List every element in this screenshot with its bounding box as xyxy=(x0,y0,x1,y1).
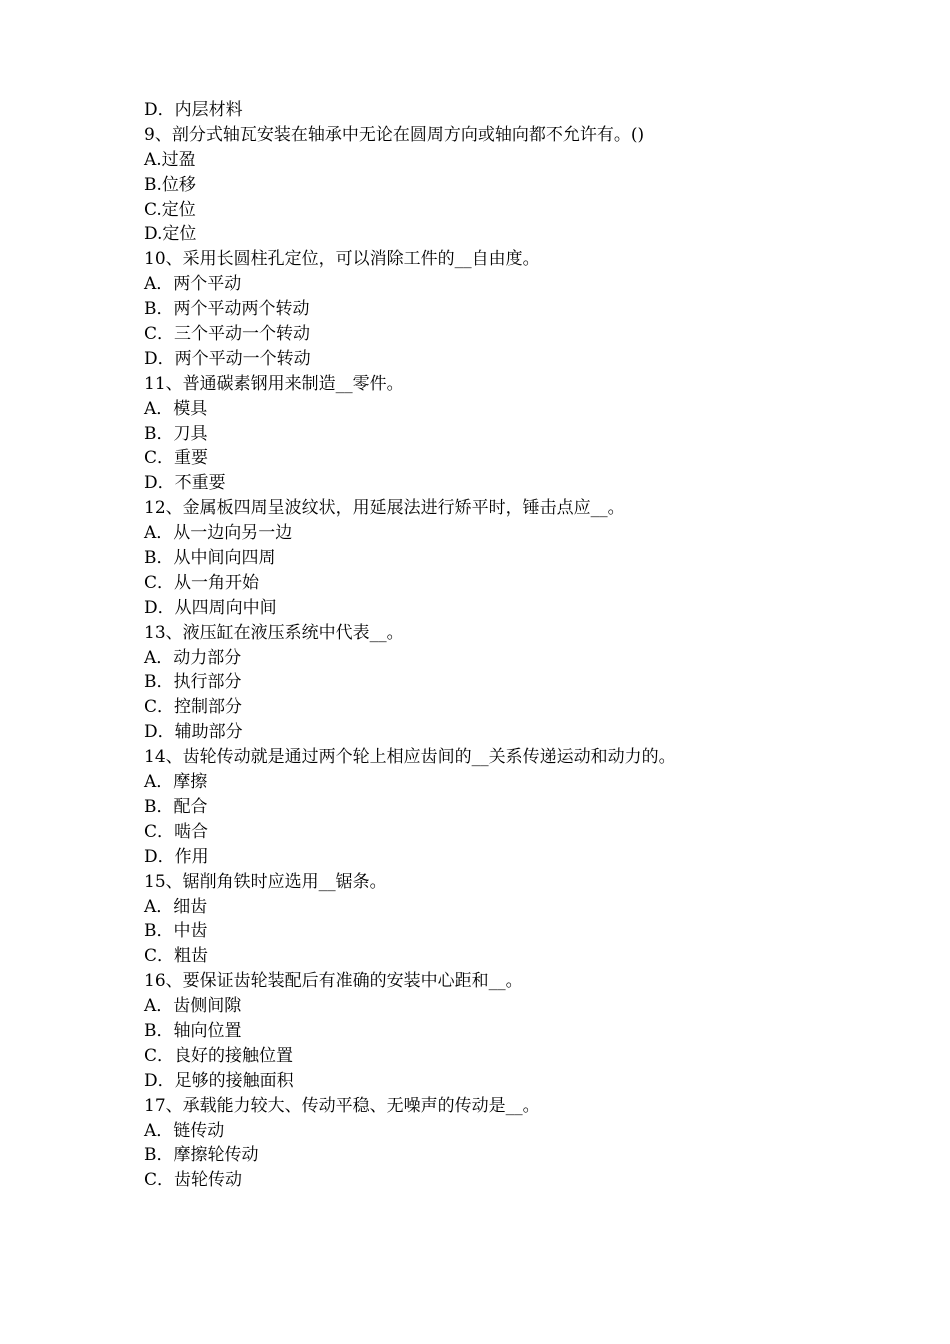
option-line: D.定位 xyxy=(144,224,197,245)
option-line: B．执行部分 xyxy=(144,672,242,693)
question-16: 16、要保证齿轮装配后有准确的安装中心距和__。 xyxy=(144,971,523,992)
option-line: B．配合 xyxy=(144,796,208,817)
option-line: A．动力部分 xyxy=(144,647,242,668)
option-line: A．细齿 xyxy=(144,896,208,917)
option-line: C.定位 xyxy=(144,199,196,220)
option-line: A.过盈 xyxy=(144,149,196,170)
option-line: A．两个平动 xyxy=(144,274,242,295)
question-10: 10、采用长圆柱孔定位，可以消除工件的__自由度。 xyxy=(144,249,540,270)
option-line: C．三个平动一个转动 xyxy=(144,324,311,345)
question-9: 9、剖分式轴瓦安装在轴承中无论在圆周方向或轴向都不允许有。() xyxy=(144,124,645,145)
option-line: A．摩擦 xyxy=(144,772,208,793)
option-line: D．不重要 xyxy=(144,473,226,494)
option-line: D．辅助部分 xyxy=(144,722,243,743)
question-11: 11、普通碳素钢用来制造__零件。 xyxy=(144,373,404,394)
option-line: D．两个平动一个转动 xyxy=(144,348,311,369)
option-line: B．轴向位置 xyxy=(144,1020,242,1041)
question-13: 13、液压缸在液压系统中代表__。 xyxy=(144,622,404,643)
option-line: C．粗齿 xyxy=(144,946,209,967)
option-line: B．摩擦轮传动 xyxy=(144,1145,259,1166)
option-line: C．良好的接触位置 xyxy=(144,1045,294,1066)
text-line: D．内层材料 xyxy=(144,100,243,120)
option-line: C．重要 xyxy=(144,448,209,469)
option-line: B．刀具 xyxy=(144,423,208,444)
option-line: A．链传动 xyxy=(144,1120,225,1141)
option-line: A．齿侧间隙 xyxy=(144,996,242,1017)
option-line: C．齿轮传动 xyxy=(144,1170,243,1191)
option-line: B.位移 xyxy=(144,174,196,195)
question-12: 12、金属板四周呈波纹状，用延展法进行矫平时，锤击点应__。 xyxy=(144,498,625,519)
question-15: 15、锯削角铁时应选用__锯条。 xyxy=(144,871,387,892)
option-line: C．从一角开始 xyxy=(144,572,260,593)
question-14: 14、齿轮传动就是通过两个轮上相应齿间的__关系传递运动和动力的。 xyxy=(144,747,676,768)
option-line: C．控制部分 xyxy=(144,697,243,718)
question-17: 17、承载能力较大、传动平稳、无噪声的传动是__。 xyxy=(144,1095,540,1116)
option-line: A．从一边向另一边 xyxy=(144,523,293,544)
option-line: D．作用 xyxy=(144,846,209,867)
option-line: D．足够的接触面积 xyxy=(144,1070,294,1091)
option-line: B．从中间向四周 xyxy=(144,548,276,569)
option-line: D．从四周向中间 xyxy=(144,597,277,618)
option-line: A．模具 xyxy=(144,398,208,419)
option-line: B．中齿 xyxy=(144,921,208,942)
option-line: C．啮合 xyxy=(144,821,209,842)
option-line: B．两个平动两个转动 xyxy=(144,299,310,320)
document-text xyxy=(144,98,904,1193)
